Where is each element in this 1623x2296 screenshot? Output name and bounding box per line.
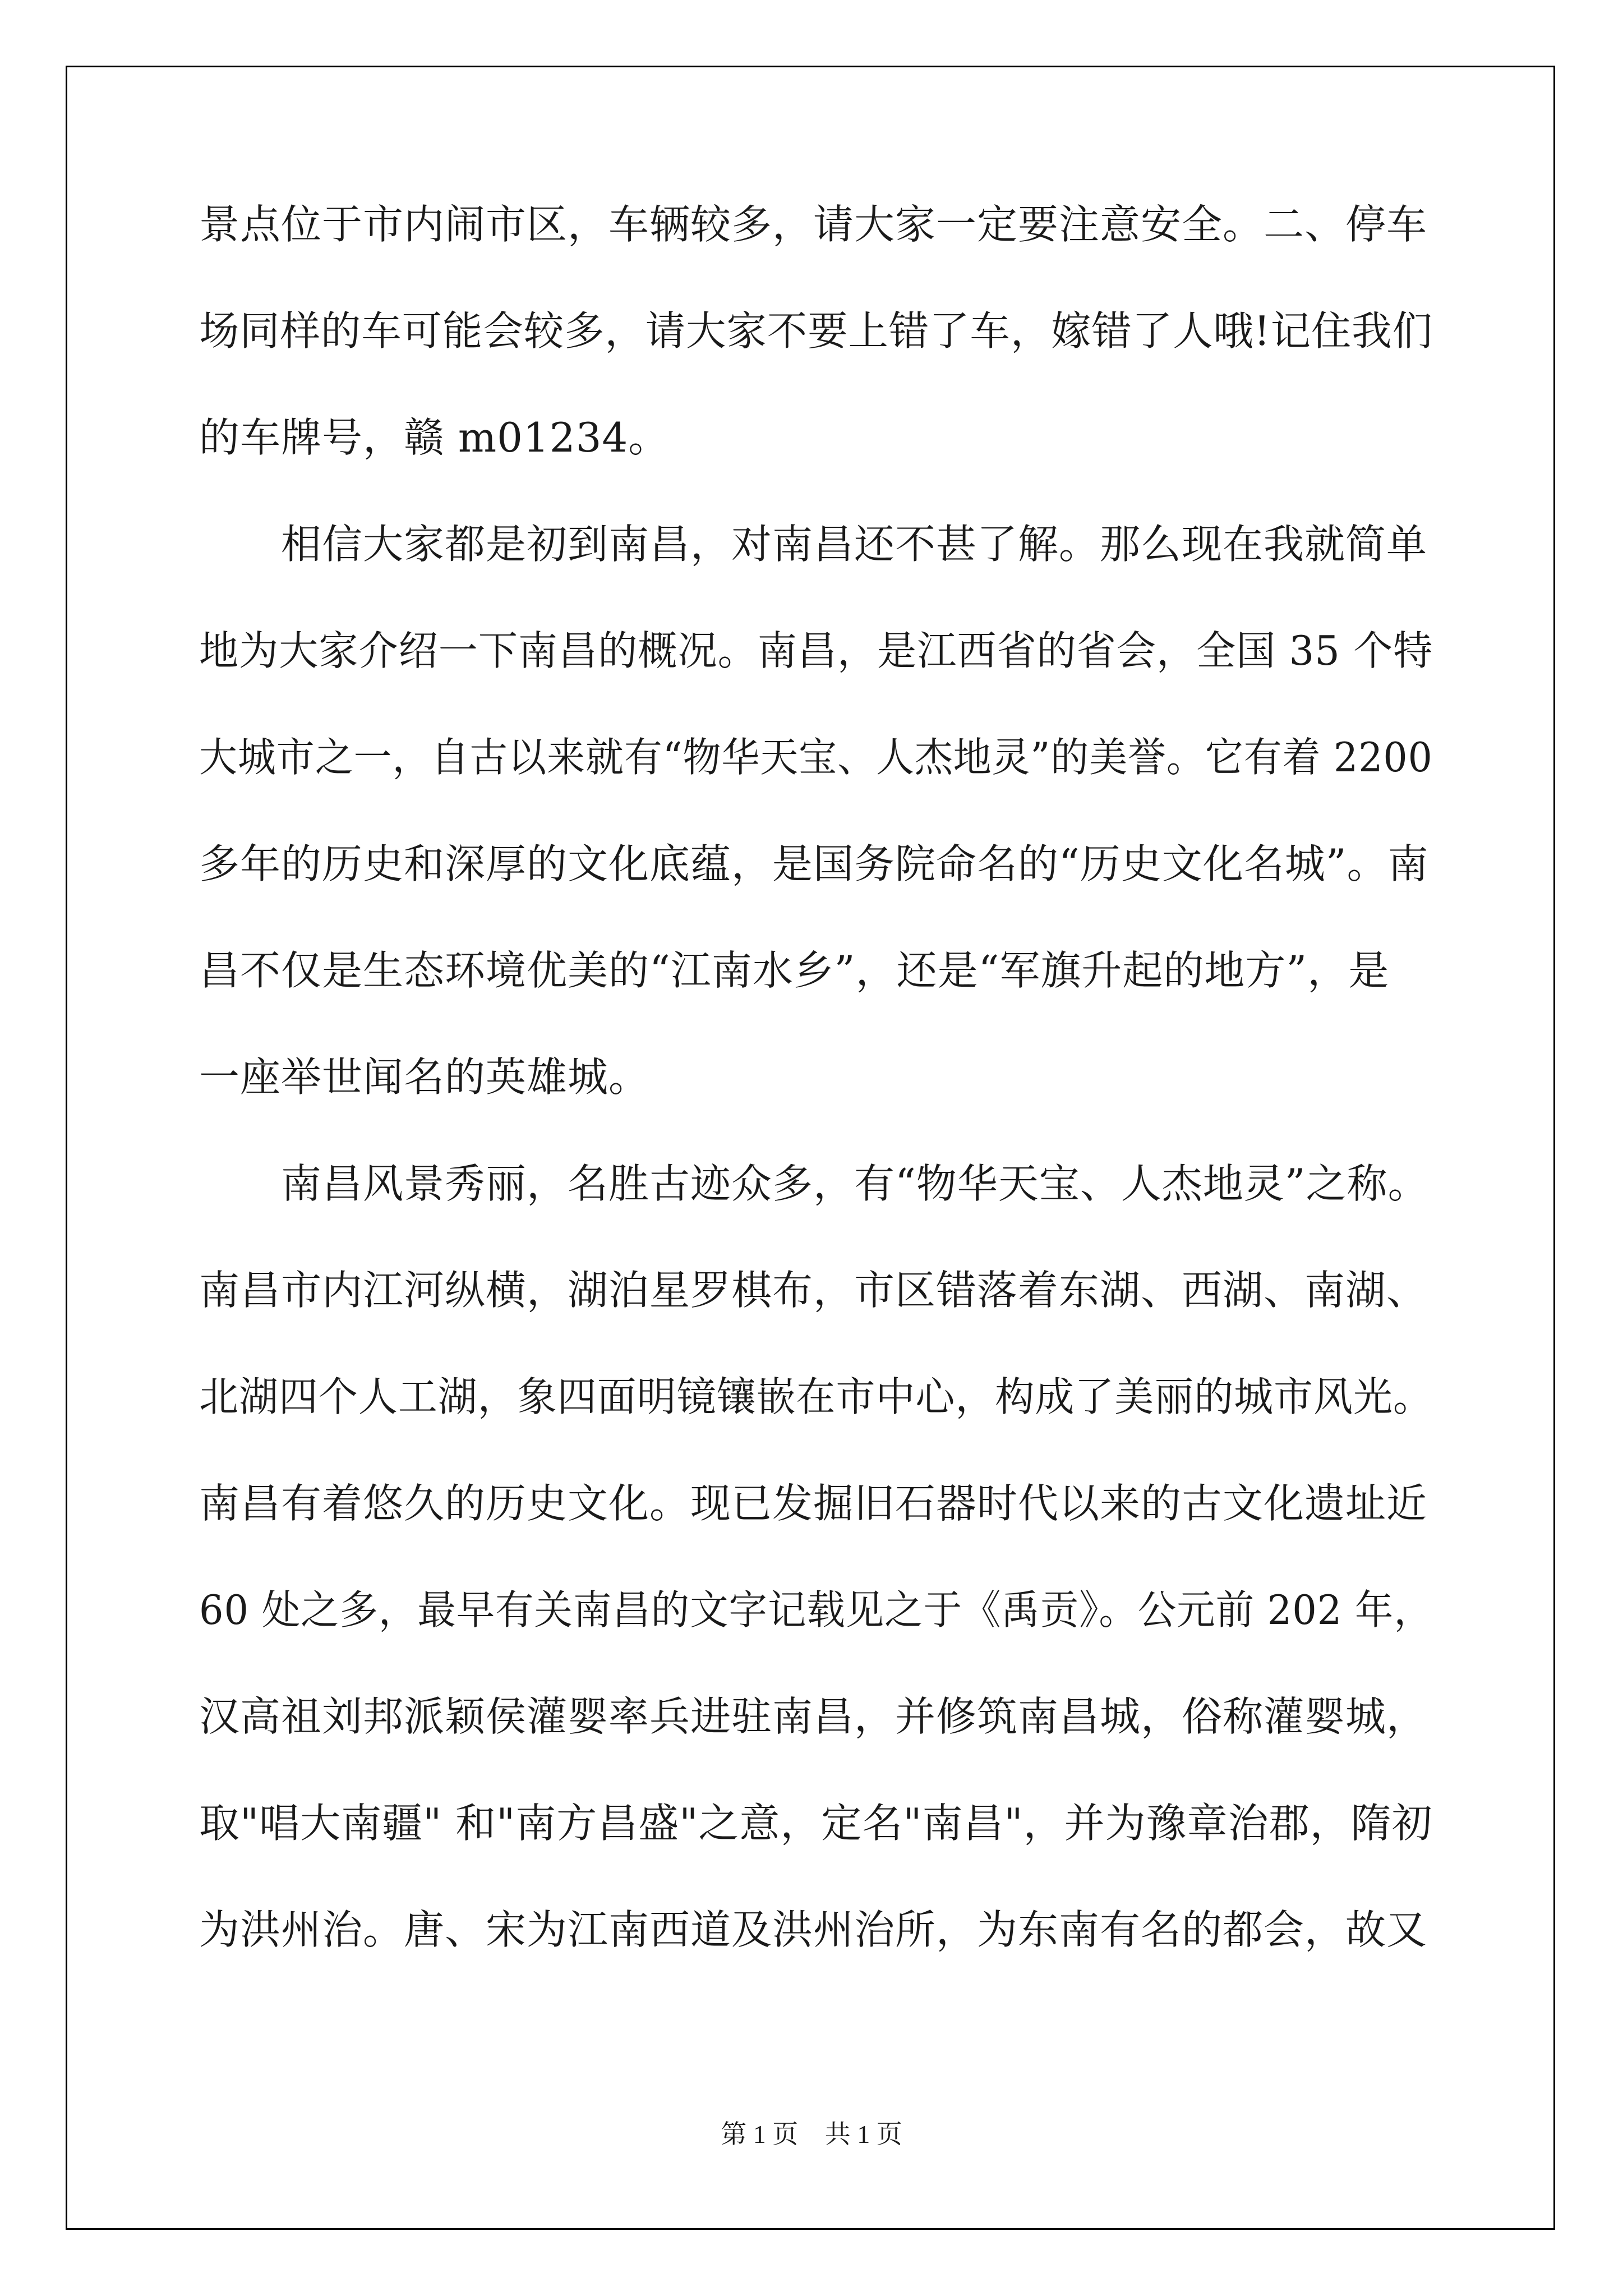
text-line: 地为大家介绍一下南昌的概况。南昌，是江西省的省会，全国 35 个特	[199, 627, 1433, 674]
page-footer	[0, 2118, 1623, 2151]
text-line: 南昌风景秀丽，名胜古迹众多，有“物华天宝、人杰地灵”之称。	[199, 1160, 1429, 1207]
text-line: 昌不仅是生态环境优美的“江南水乡”，还是“军旗升起的地方”，是	[199, 947, 1390, 994]
text-line: 南昌市内江河纵横，湖泊星罗棋布，市区错落着东湖、西湖、南湖、	[199, 1267, 1428, 1314]
text-line: 60 处之多，最早有关南昌的文字记载见之于《禹贡》。公元前 202 年，	[199, 1586, 1433, 1634]
text-line: 场同样的车可能会较多，请大家不要上错了车，嫁错了人哦!记住我们	[199, 307, 1433, 355]
page-number: 第 1 页	[721, 2120, 799, 2148]
text-line: 景点位于市内闹市区，车辆较多，请大家一定要注意安全。二、停车	[199, 201, 1428, 248]
text-line: 大城市之一，自古以来就有“物华天宝、人杰地灵”的美誉。它有着 2200	[199, 734, 1433, 781]
text-line: 南昌有着悠久的历史文化。现已发掘旧石器时代以来的古文化遗址近	[199, 1480, 1428, 1527]
text-line: 为洪州治。唐、宋为江南西道及洪州治所，为东南有名的都会，故又	[199, 1906, 1428, 1953]
page-total: 共 1 页	[824, 2120, 902, 2148]
text-line: 取"唱大南疆" 和"南方昌盛"之意，定名"南昌"，并为豫章治郡，隋初	[199, 1800, 1433, 1847]
text-line: 相信大家都是初到南昌，对南昌还不甚了解。那么现在我就简单	[199, 521, 1428, 568]
text-line: 一座举世闻名的英雄城。	[199, 1053, 650, 1101]
text-line: 汉高祖刘邦派颖侯灌婴率兵进驻南昌，并修筑南昌城，俗称灌婴城，	[199, 1693, 1428, 1740]
text-line: 多年的历史和深厚的文化底蕴，是国务院命名的“历史文化名城”。南	[199, 840, 1429, 887]
text-line: 的车牌号，赣 m01234。	[199, 414, 670, 461]
text-line: 北湖四个人工湖，象四面明镜镶嵌在市中心，构成了美丽的城市风光。	[199, 1373, 1433, 1420]
